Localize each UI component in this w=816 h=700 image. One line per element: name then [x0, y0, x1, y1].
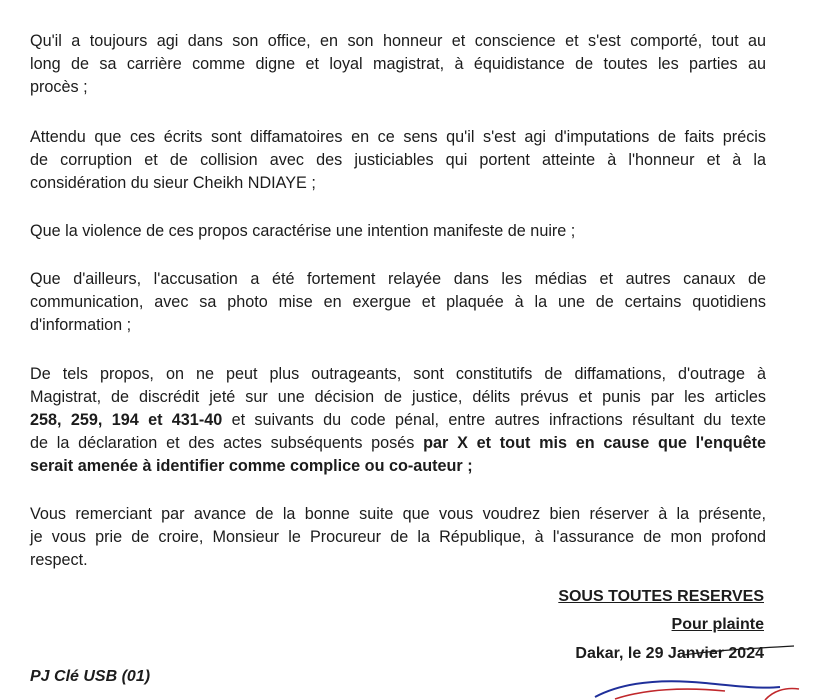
date-line: Dakar, le 29 Janvier 2024: [575, 645, 764, 662]
text-line: Que d'ailleurs, l'accusation a été fortement relayée dans les médias et autres canaux de: [30, 270, 766, 288]
text-line: considération du sieur Cheikh NDIAYE ;: [30, 174, 316, 192]
text-line: communication, avec sa photo mise en exergue et plaquée à la une de certains quotidiens: [30, 293, 766, 311]
text-line: serait amenée à identifier comme complice ou co-auteur ;: [30, 457, 473, 475]
paragraph-conduct: [30, 30, 766, 99]
articles-reference: 258, 259, 194 et 431-40: [30, 411, 223, 429]
text-line: De tels propos, on ne peut plus outrageants, sont constitutifs de diffamations, d'outrage à: [30, 365, 766, 383]
text-line: [30, 409, 766, 432]
text-line: je vous prie de croire, Monsieur le Procureur de la République, à l'assurance de mon profond: [30, 528, 766, 546]
text-line: procès ;: [30, 78, 88, 96]
text-line: d'information ;: [30, 316, 132, 334]
text-line: Que la violence de ces propos caractérise une intention manifeste de nuire ;: [30, 222, 576, 240]
complaint-label: Pour plainte: [671, 616, 764, 633]
text-line: long de sa carrière comme digne et loyal magistrat, à équidistance de toutes les parties au: [30, 55, 766, 73]
paragraph-intent: [30, 220, 766, 243]
paragraph-media: [30, 268, 766, 337]
reserves-heading: SOUS TOUTES RESERVES: [558, 588, 764, 605]
text-segment: et suivants du code pénal, entre autres infractions résultant du texte: [222, 411, 766, 429]
enclosure-note: PJ Clé USB (01): [30, 668, 151, 685]
text-line: Qu'il a toujours agi dans son office, en son honneur et conscience et s'est comporté, tout au: [30, 32, 766, 50]
accused-reference: par X et tout mis en cause que l'enquête: [423, 434, 766, 452]
text-line: de corruption et de collision avec des justiciables qui portent atteinte à l'honneur et à la: [30, 151, 766, 169]
text-line: Attendu que ces écrits sont diffamatoires en ce sens qu'il s'est agi d'imputations de faits précis: [30, 128, 766, 146]
paragraph-defamation: [30, 126, 766, 195]
text-line: respect.: [30, 551, 88, 569]
paragraph-offenses: [30, 363, 766, 478]
text-segment: de la déclaration et des actes subséquents posés: [30, 434, 424, 452]
handwritten-strike-mark: [680, 642, 800, 662]
text-line: [30, 432, 766, 455]
signature-stroke: [575, 675, 816, 700]
paragraph-closing: [30, 503, 766, 572]
text-line: Magistrat, de discrédit jeté sur une décision de justice, délits prévus et punis par les articles: [30, 388, 766, 406]
text-line: Vous remerciant par avance de la bonne suite que vous voudrez bien réserver à la présente,: [30, 505, 766, 523]
